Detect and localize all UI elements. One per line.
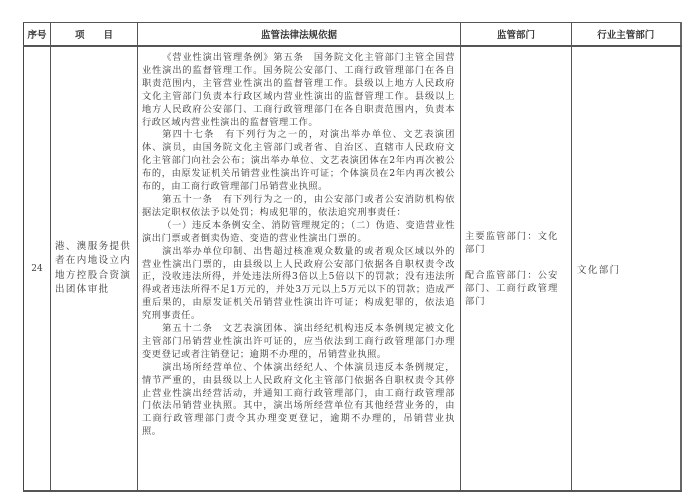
header-industry-dept: 行业主管部门 [572,23,681,47]
regulation-table [23,22,682,492]
row-seq: 24 [24,46,51,491]
header-item: 项 目 [51,23,138,47]
row-industry-dept: 文化部门 [572,46,681,491]
primary-supervising-dept: 主要监管部门：文化部门 [465,230,559,255]
header-law-basis: 监管法律法规依据 [138,23,461,47]
law-paragraph: 第五十二条 文艺表演团体、演出经纪机构违反本条例规定被文化主管部门吊销营业性演出许可证的，应当依法到工商行政管理部门办理变更登记或者注销登记；逾期不办理的，吊销营业执照。 [142,323,455,360]
table-row [24,46,681,491]
table-header-row [24,23,681,47]
header-seq: 序号 [24,23,51,47]
row-law-basis [138,46,461,491]
law-paragraph: 《营业性演出管理条例》第五条 国务院文化主管部门主管全国营业性演出的监督管理工作。国务院公安部门、工商行政管理部门在各自职责范围内，主管营业性演出的监督管理工作。县级以上地方人民政府文化主管部门负责本行政区域内营业性演出的监督管理工作。县级以上地方人民政府公安部门、工商行政管理部门在各自职责范围内，负责本行政区域内营业性演出的监督管理工作。 [142,52,455,128]
law-paragraph: 演出场所经营单位、个体演出经纪人、个体演员违反本条例规定，情节严重的，由县级以上人民政府文化主管部门依据各自职权责令其停止营业性演出经营活动，并通知工商行政管理部门，由工商行政管理部门依法吊销营业执照。其中，演出场所经营单位有其他经营业务的，由工商行政管理部门责令其办理变更登记，逾期不办理的，吊销营业执照。 [142,361,455,438]
law-paragraph: 第四十七条 有下列行为之一的，对演出举办单位、文艺表演团体、演员，由国务院文化主管部门或者省、自治区、直辖市人民政府文化主管部门向社会公布；演出举办单位、文艺表演团体在2年内再次被公布的，由原发证机关吊销营业性演出许可证；个体演员在2年内再次被公布的，由工商行政管理部门吊销营业执照。 [142,129,455,193]
cooperating-supervising-dept: 配合监管部门：公安部门、工商行政管理部门 [465,269,559,307]
law-paragraph: 第五十一条 有下列行为之一的，由公安部门或者公安消防机构依据法定职权依法予以处罚；构成犯罪的，依法追究刑事责任： [142,193,455,218]
law-paragraph: 演出举办单位印制、出售超过核准观众数量的或者观众区域以外的营业性演出门票的，由县级以上人民政府公安部门依据各自职权责令改正，没收违法所得，并处违法所得3倍以上5倍以下的罚款；没有违法所得或者违法所得不足1万元的，并处3万元以上5万元以下的罚款；造成严重后果的，由原发证机关吊销营业性演出许可证；构成犯罪的，依法追究刑事责任。 [142,245,455,322]
law-paragraph: （一）违反本条例安全、消防管理规定的；（二）伪造、变造营业性演出门票或者倒卖伪造、变造的营业性演出门票的。 [142,219,455,244]
row-supervising-dept [461,46,572,491]
row-item: 港、澳服务提供者在内地设立内地方控股合资演出团体审批 [51,46,138,491]
header-supervising-dept: 监管部门 [461,23,572,47]
